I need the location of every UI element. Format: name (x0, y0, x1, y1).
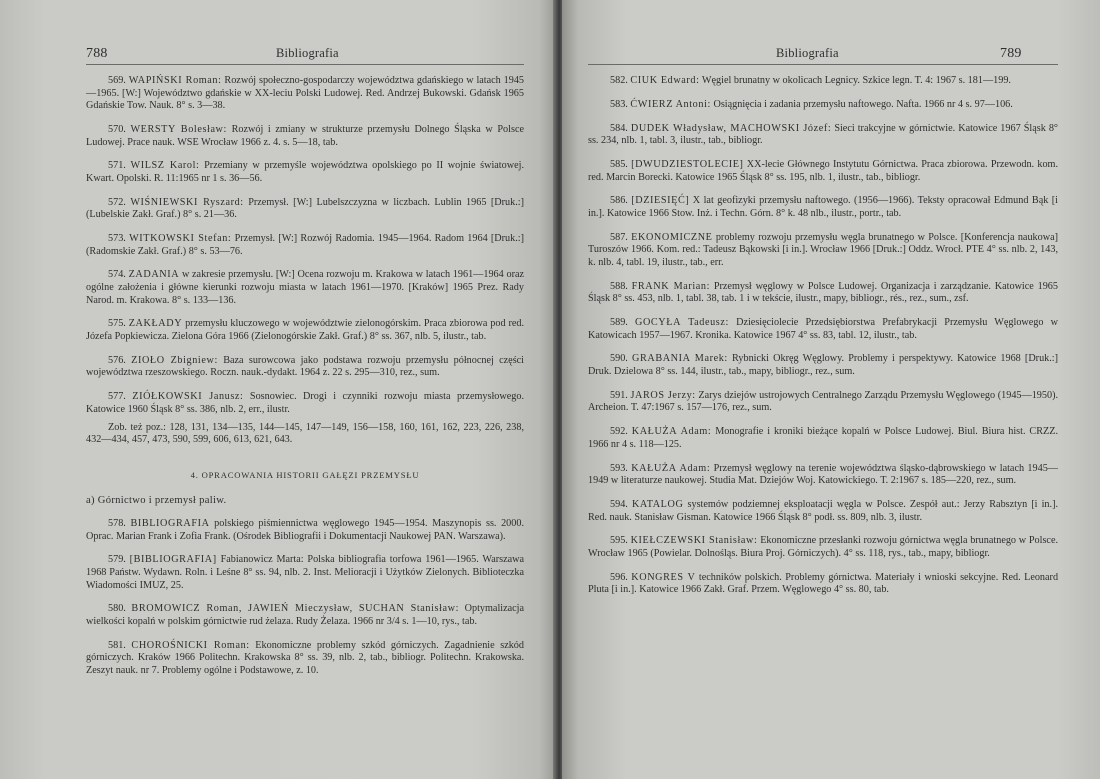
bibliography-entry (86, 160, 524, 185)
entry-number: 575. (108, 318, 126, 330)
right-page (562, 0, 1100, 779)
entry-number: 574. (108, 269, 126, 281)
entry-number: 573. (108, 233, 126, 245)
entry-number: 586. (610, 195, 628, 207)
entry-author: DUDEK Władysław, MACHOWSKI Józef: (630, 122, 832, 134)
entry-number: 592. (610, 426, 628, 438)
bibliography-entry (86, 554, 524, 592)
entry-number: 578. (108, 517, 126, 529)
bibliography-entry (86, 640, 524, 678)
entry-author: ZADANIA (128, 269, 180, 281)
entry-text: Rozwój społeczno-gospodarczy województwa gdańskiego w latach 1945—1965. [W:] Województwo gdańskie w XX-leciu Polski Ludowej. Red. Andrzej Bukowski. Gdańsk 1965 Gdańskie Tow. Nauk. 8° s. 3—38. (86, 75, 525, 112)
entry-text: X lat geofizyki przemysłu naftowego. (1956—1966). Teksty opracował Edmund Bąk [i in.]. Katowice 1966 Stow. Inż. i Techn. Górn. 8° k. 48 nlb., ilustr., portr., tab. (588, 195, 1058, 219)
entry-author: ZIÓŁKOWSKI Janusz: (132, 391, 244, 403)
entry-author: FRANK Marian: (631, 280, 711, 292)
entry-author: ZAKŁADY (128, 318, 183, 330)
entry-text: Fabianowicz Marta: Polska bibliografia torfowa 1961—1965. Warszawa 1968 Państw. Wydawn. Roln. i Leśne 8° ss. 94, nlb. 2. Inst. Melioracji i Użytków Zielonych. Biblioteczka Wiadomości IMUZ, 25. (86, 554, 525, 591)
entry-number: 579. (108, 554, 126, 566)
entry-number: 587. (610, 231, 628, 243)
subsection-heading: a) Górnictwo i przemysł paliw. (86, 495, 227, 507)
entry-text: Sieci trakcyjne w górnictwie. Katowice 1967 Śląsk 8° ss. 234, nlb. 1, tabl. 3, ilustr., tab., bibliogr. (588, 122, 1058, 147)
entry-author: CIUK Edward: (630, 75, 700, 86)
entry-number: 570. (108, 123, 126, 135)
entry-text: Rozwój i zmiany w strukturze przemysłu Dolnego Śląska w Polsce Ludowej. Prace nauk. WSE Wrocław 1966 z. 4. s. 5—18, tab. (86, 123, 524, 148)
see-also: Zob. też poz.: 128, 131, 134—135, 144—145, 147—149, 156—158, 160, 161, 162, 223, 226, 238, 432—434, 457, 473, 590, 599, 606, 613, 621, 643. (86, 421, 524, 446)
entry-author: KAŁUŻA Adam: (631, 462, 711, 474)
entry-text: Węgiel brunatny w okolicach Legnicy. Szkice legn. T. 4: 1967 s. 181—199. (701, 75, 1011, 86)
entry-number: 594. (610, 498, 628, 510)
bibliography-entry (86, 75, 524, 113)
bibliography-entry (86, 124, 524, 149)
entry-number: 582. (610, 75, 628, 86)
entry-author: WILSZ Karol: (130, 160, 200, 172)
entry-text: techników polskich. Problemy górnictwa. Materiały i wnioski sekcyjne. Red. Leonard Pluta [i in.]. Katowice 1966 Zakł. Graf. Przem. Węglowego 4° ss. 80, tab. (588, 571, 1059, 596)
entry-text: Sosnowiec. Drogi i czynniki rozwoju miasta przemysłowego. Katowice 1960 Śląsk 8° ss. 386, nlb. 2, err., ilustr. (86, 391, 525, 415)
entry-text: Przemiany w przemyśle województwa opolskiego po II wojnie światowej. Kwart. Opolski. R. 11:1965 nr 1 s. 36—56. (86, 160, 524, 184)
entry-author: KATALOG (631, 498, 684, 510)
entry-text: polskiego piśmiennictwa węglowego 1945—1954. Maszynopis ss. 2000. Oprac. Marian Frank i Zofia Frank. (Ośrodek Bibliografii i Dokumentacji Naukowej PAN. Warszawa). (86, 517, 524, 542)
entry-author: KIEŁCZEWSKI Stanisław: (630, 535, 758, 547)
entry-text: w zakresie przemysłu. [W:] Ocena rozwoju m. Krakowa w latach 1961—1964 oraz ogólne założenia i główne kierunki rozwoju miasta w latach 1961—1970. [Kraków] 1965 Prez. Rady Narod. m. Krakowa. 8° s. 133—136. (86, 269, 525, 306)
bibliography-entry (86, 197, 524, 222)
entry-text: problemy rozwoju przemysłu węgla brunatnego w Polsce. [Konferencja naukowa] Turoszów 1966. Kom. red.: Tadeusz Bąkowski [i in.]. Wrocław 1966 [Druk.:] Oddz. Wrocł. PTE 4° ss. nlb. 2, 143, k. nlb. 4, tabl. 19, ilustr., tab., err. (588, 231, 1058, 268)
entry-author: WERSTY Bolesław: (130, 123, 227, 135)
entry-text: Dziesięciolecie Przedsiębiorstwa Prefabrykacji Przemysłu Węglowego w Katowicach 1957—1967. Kronika. Katowice 1967 4° ss. 83, tabl. 12, ilustr., tab. (588, 317, 1059, 341)
entry-number: 580. (108, 603, 126, 615)
right-column (588, 75, 1058, 608)
entry-text: systemów podziemnej eksploatacji węgla w Polsce. Zespół aut.: Jerzy Rabsztyn [i in.]. Red. nauk. Stanisław Gisman. Katowice 1966 Śląsk 8° podł. ss. 809, nlb. 3, ilustr. (588, 498, 1059, 523)
entry-number: 571. (108, 160, 126, 172)
bibliography-entry (588, 159, 1058, 184)
entry-number: 585. (610, 158, 628, 170)
entry-author: WITKOWSKI Stefan: (129, 233, 232, 245)
entry-author: [DZIESIĘĆ] (631, 195, 690, 207)
left-column (86, 75, 524, 689)
entry-author: [BIBLIOGRAFIA] (129, 554, 217, 566)
entry-number: 577. (108, 391, 126, 403)
bibliography-entry (588, 426, 1058, 451)
entry-number: 584. (610, 122, 628, 134)
entry-text: Baza surowcowa jako podstawa rozwoju przemysłu północnej części województwa rzeszowskiego. Roczn. nauk.-dydakt. 1964 z. 22 s. 295—310, rez., sum. (86, 354, 525, 379)
entry-number: 589. (610, 317, 628, 329)
entry-author: KONGRES V (631, 571, 696, 583)
entry-list (588, 75, 1058, 597)
entry-author: ĆWIERZ Antoni: (630, 98, 711, 110)
bibliography-entry (86, 603, 524, 628)
entry-author: JAROS Jerzy: (630, 389, 696, 401)
entry-text: Ekonomiczne problemy szkód górniczych. Zagadnienie szkód górniczych. Kraków 1966 Politechn. Krakowska 8° ss. 39, nlb. 2, tab., bibliogr. Politechn. Krakowska. Zeszyt nauk. nr 7. Problemy ogólne i Podstawowe, z. 10. (86, 639, 524, 676)
running-head: Bibliografia (776, 46, 839, 60)
entry-text: Osiągnięcia i zadania przemysłu naftowego. Nafta. 1966 nr 4 s. 97—106. (713, 98, 1013, 110)
entry-text: Ekonomiczne przesłanki rozwoju górnictwa węgla brunatnego w Polsce. Wrocław 1965 (Powielar. Dolnośląs. Biura Proj. Górniczych). 4° ss. 118, rys., tab., mapy, bibliogr. (588, 535, 1059, 559)
entry-author: WIŚNIEWSKI Ryszard: (130, 196, 244, 208)
entry-text: Optymalizacja wielkości kopalń w polskim górnictwie rud żelaza. Rudy Żelaza. 1966 nr 3/4 s. 1—10, rys., tab. (86, 603, 525, 627)
bibliography-entry (86, 269, 524, 307)
entry-number: 591. (610, 389, 628, 401)
bibliography-entry (588, 195, 1058, 220)
bibliography-entry (86, 318, 524, 343)
entry-text: Przemysł węglowy na terenie województwa śląsko-dąbrowskiego w latach 1945—1949 w literaturze naukowej. Studia Mat. Dziejów Woj. Katowickiego. T. 2:1967 s. 185—220, rez., sum. (588, 462, 1058, 487)
entry-list (86, 518, 524, 678)
entry-author: EKONOMICZNE (631, 231, 713, 243)
entry-number: 596. (610, 571, 628, 583)
bibliography-entry (588, 281, 1058, 306)
entry-author: KAŁUŻA Adam: (631, 426, 712, 438)
entry-number: 576. (108, 354, 126, 366)
bibliography-entry (588, 123, 1058, 148)
entry-author: ZIOŁO Zbigniew: (131, 354, 218, 366)
page-number: 789 (1000, 46, 1022, 61)
bibliography-entry (86, 391, 524, 416)
bibliography-entry (86, 233, 524, 258)
bibliography-entry (588, 463, 1058, 488)
bibliography-entry (86, 355, 524, 380)
bibliography-entry (588, 572, 1058, 597)
bibliography-entry (588, 75, 1058, 88)
entry-number: 581. (108, 639, 126, 651)
running-head: Bibliografia (276, 46, 339, 60)
bibliography-entry (588, 99, 1058, 112)
entry-text: XX-lecie Głównego Instytutu Górnictwa. Praca zbiorowa. Przewodn. kom. red. Marcin Borecki. Katowice 1965 Śląsk 8° ss. 195, nlb. 1, ilustr., tab., bibliogr. (588, 158, 1059, 183)
entry-author: BIBLIOGRAFIA (130, 517, 210, 529)
entry-author: GOCYŁA Tadeusz: (635, 317, 729, 329)
header-rule (86, 64, 524, 65)
entry-list (86, 75, 524, 416)
bibliography-entry (588, 535, 1058, 560)
header-rule (588, 64, 1058, 65)
entry-author: BROMOWICZ Roman, JAWIEŃ Mieczysław, SUCHAN Stanisław: (131, 603, 460, 615)
entry-text: Zarys dziejów ustrojowych Centralnego Zarządu Przemysłu Węglowego (1945—1950). Archeion. T. 47:1967 s. 157—176, rez., sum. (588, 389, 1059, 414)
entry-author: GRABANIA Marek: (632, 353, 728, 365)
bibliography-entry (588, 353, 1058, 378)
entry-number: 590. (610, 353, 628, 365)
page-number: 788 (86, 46, 108, 61)
entry-text: Przemysł. [W:] Rozwój Radomia. 1945—1964. Radom 1964 [Druk.:] (Radomskie Zakł. Graf.) 8° s. 53—76. (86, 233, 525, 257)
entry-author: WAPIŃSKI Roman: (128, 75, 222, 86)
bibliography-entry (588, 232, 1058, 270)
entry-text: Przemysł. [W:] Lubelszczyzna w liczbach. Lublin 1965 [Druk.:] (Lubelskie Zakł. Graf.) 8° s. 21—36. (86, 196, 525, 221)
entry-number: 588. (610, 280, 628, 292)
entry-author: CHOROŚNICKI Roman: (131, 639, 250, 651)
bibliography-entry (588, 499, 1058, 524)
entry-number: 583. (610, 98, 628, 110)
entry-author: [DWUDZIESTOLECIE] (631, 158, 744, 170)
section-heading: 4. OPRACOWANIA HISTORII GAŁĘZI PRZEMYSŁU (190, 469, 420, 480)
entry-number: 569. (108, 75, 126, 86)
entry-number: 572. (108, 196, 126, 208)
bibliography-entry (588, 390, 1058, 415)
entry-number: 595. (610, 535, 628, 547)
entry-text: Rybnicki Okręg Węglowy. Problemy i perspektywy. Katowice 1968 [Druk.:] Druk. Dzielowa 8° ss. 144, ilustr., tab., mapy, bibliogr., rez., sum. (588, 353, 1059, 377)
entry-text: Przemysł węglowy w Polsce Ludowej. Organizacja i zarządzanie. Katowice 1965 Śląsk 8° ss. 453, nlb. 1, tabl. 38, tab. 1 i w tekście, ilustr., mapy, bibliogr., rés., rez., sum., zsf. (588, 280, 1058, 305)
entry-text: przemysłu kluczowego w województwie zielonogórskim. Praca zbiorowa pod red. Józefa Popkiewicza. Zielona Góra 1966 (Zielonogórskie Zakł. Graf.) 8° ss. 367, nlb. 5, ilustr., tab. (86, 318, 525, 343)
entry-number: 593. (610, 462, 628, 474)
entry-text: Monografie i kroniki bieżące kopalń w Polsce Ludowej. Biul. Biura hist. CRZZ. 1966 nr 4 s. 118—125. (588, 426, 1059, 450)
bibliography-entry (588, 317, 1058, 342)
bibliography-entry (86, 518, 524, 543)
